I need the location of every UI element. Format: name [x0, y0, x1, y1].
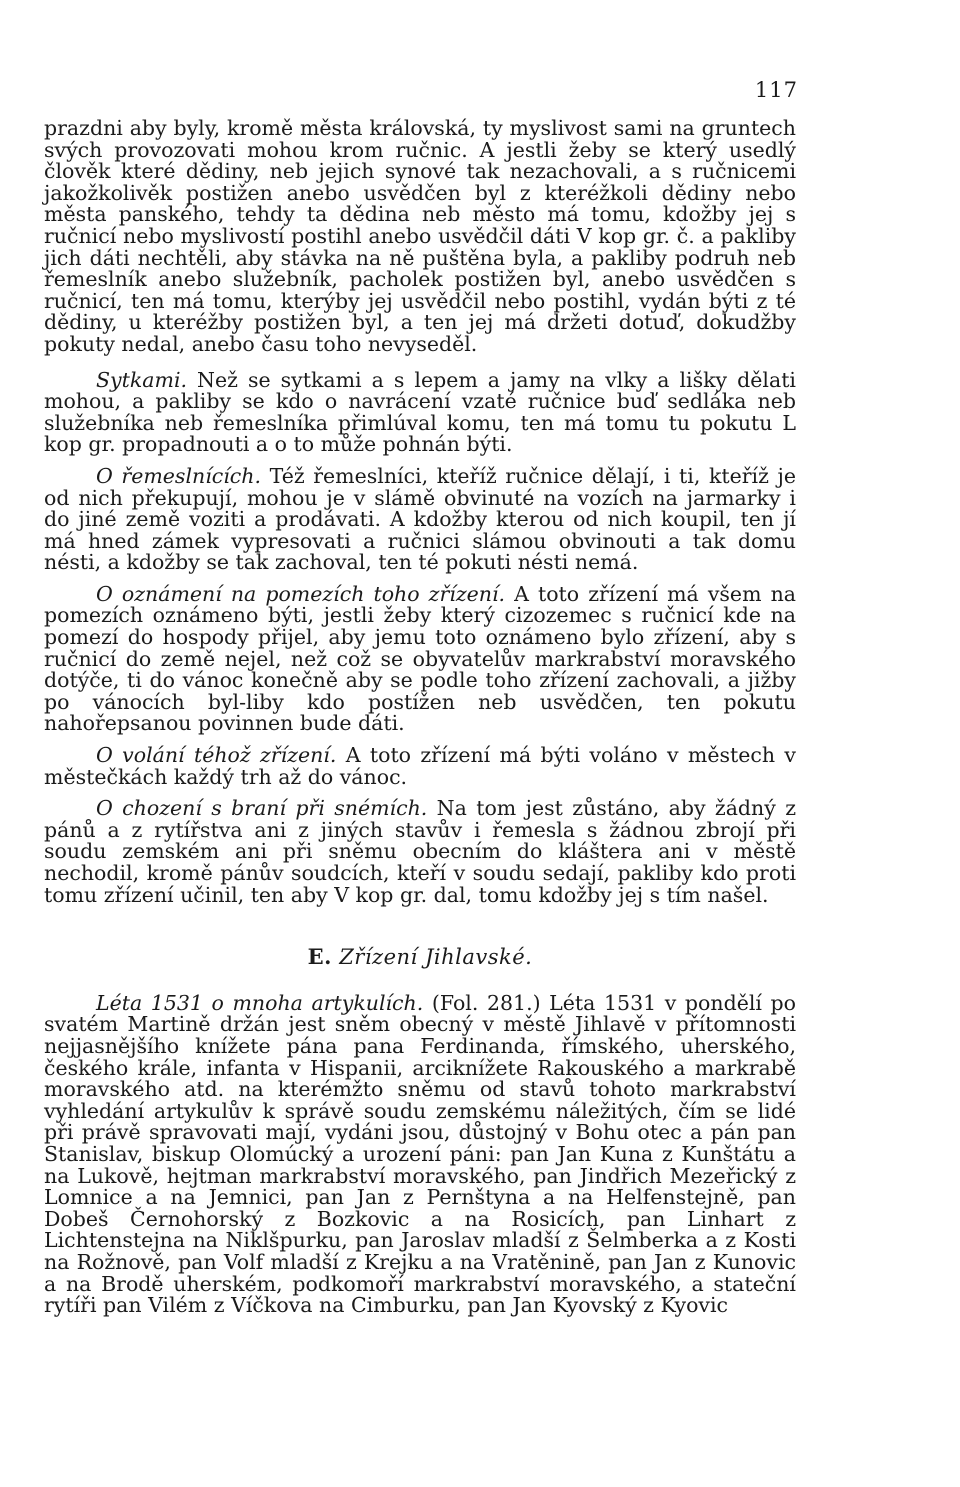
paragraph-heading: O oznámení na pomezích toho zřízení. [96, 581, 506, 606]
paragraph-heading: O volání téhož zřízení. [96, 743, 337, 768]
paragraph-leta-1531 [44, 990, 796, 1318]
paragraph-heading: Léta 1531 o mnoha artykulích. [96, 990, 424, 1015]
paragraph-heading: O řemeslnících. [96, 463, 261, 488]
paragraph-chozeni [44, 798, 796, 906]
paragraph-remeslnicich [44, 463, 796, 575]
paragraph-volani [44, 745, 796, 788]
page-body [44, 118, 796, 1327]
paragraph-heading: O chození s braní při snémích. [96, 796, 428, 821]
paragraph-text: A toto zřízení má býti voláno v městech v městečkách každý trh až do vánoc. [44, 743, 796, 789]
page-number: 117 [754, 78, 798, 102]
paragraph-oznameni [44, 581, 796, 736]
paragraph-continuation [44, 118, 796, 356]
section-heading [44, 946, 796, 969]
paragraph-text: A toto zřízení má všem na pomezích oznámeno býti, jestli žeby který cizozemec s ručnicí kde na pomezí do hospody přijel, aby jemu toto oznámeno bylo zřízení, aby s ručnicí do země nejel, než což se obyvatelův markrabství moravského dotýče, ti do vánoc konečně aby se podle toho zřízení zachovali, a jižby po vánocích byl-liby kdo postížen neb usvědčen, ten pokutu nahořepsanou povinnen bude dáti. [44, 581, 796, 736]
paragraph-sytkami [44, 367, 796, 457]
paragraph-text: prazdni aby byly, kromě města královská, ty myslivost sami na gruntech svých provozovati mohou krom ručnic. A jestli žeby se který usedlý člověk které dědiny, neb jejich synové tak nezachovali, a s ručnicemi jakožkolivěk postižen anebo usvědčen byl z kteréžkoli dědiny nebo města panského, tehdy ta dědina neb město má tomu, kdožby jej s ručnicí nebo myslivostí postihl anebo usvědčil dáti V kop gr. č. a pakliby jich dáti nechtěli, aby stávka na ně puštěna byla, a pakliby podruh neb řemeslník anebo služebník, pacholek postižen byl, anebo usvědčen s ručnicí, ten má tomu, kterýby jej usvědčil nebo postihl, vydán býti z té dědiny, u kteréžby postižen byl, a ten jej má držeti dotuď, dokudžby pokuty nedal, anebo času toho nevyseděl. [44, 116, 796, 356]
section-title: Zřízení Jihlavské. [339, 945, 533, 970]
paragraph-text: Na tom jest zůstáno, aby žádný z pánů a z rytířstva ani z jiných stavův i řemesla s žádnou zbrojí při soudu zemském ani při sněmu obecním do kláštera ani v městě nechodil, kromě pánův soudcích, kteří v soudu sedají, pakliby kdo proti tomu zřízení učinil, ten aby V kop gr. dal, tomu kdožby jej s tím našel. [44, 796, 796, 907]
paragraph-heading: Sytkami. [96, 367, 188, 392]
section-letter: E. [307, 944, 332, 970]
paragraph-text: Též řemeslníci, kteříž ručnice dělají, i ti, kteříž je od nich překupují, mohou je v slámě obvinuté na vozích na jarmarky i do jiné země voziti a prodávati. A kdožby kterou od nich koupil, ten jí má hned zámek vypresovati a ručnici slámou obvinouti a tak domu nésti, a kdožby se tak zachoval, ten té pokuti nésti nemá. [44, 463, 796, 575]
paragraph-text: Než se sytkami a s lepem a jamy na vlky a lišky dělati mohou, a pakliby se kdo o navrácení vzaté ručnice buď sedláka neb služebníka neb řemeslníka přimlúval komu, ten má tomu tu pokutu L kop gr. propadnouti a o to může pohnán býti. [44, 367, 796, 457]
paragraph-text: (Fol. 281.) Léta 1531 v pondělí po svatém Martině držán jest sněm obecný v městě Jihlavě v přítomnosti nejjasnějšího knížete pána pana Ferdinanda, římského, uherského, českého krále, infanta v Hispanii, arciknížete Rakouského a markrabě moravského atd. na kterémžto sněmu od stavů tohoto markrabství vyhledání artykulův k správě soudu zemskému náležitých, čím se lidé při právě spravovati mají, vydáni jsou, důstojný v Bohu otec a pán pan Stanislav, biskup Olomúcký a urození páni: pan Jan Kuna z Kunštátu a na Lukově, hejtman markrabství moravského, pan Jindřich Mezeřický z Lomnice a na Jemnici, pan Jan z Pernštyna a na Helfenstejně, pan Dobeš Černohorský z Bozkovic a na Rosicích, pan Linhart z Lichtenstejna na Niklšpurku, pan Jaroslav mladší z Šelmberka a z Kosti na Rožnově, pan Volf mladší z Krejku a na Vratěnině, pan Jan z Kunovic a na Brodě uherském, podkomoří markrabství moravského, a stateční rytíři pan Vilém z Víčkova na Cimburku, pan Jan Kyovský z Kyovic [44, 990, 796, 1318]
